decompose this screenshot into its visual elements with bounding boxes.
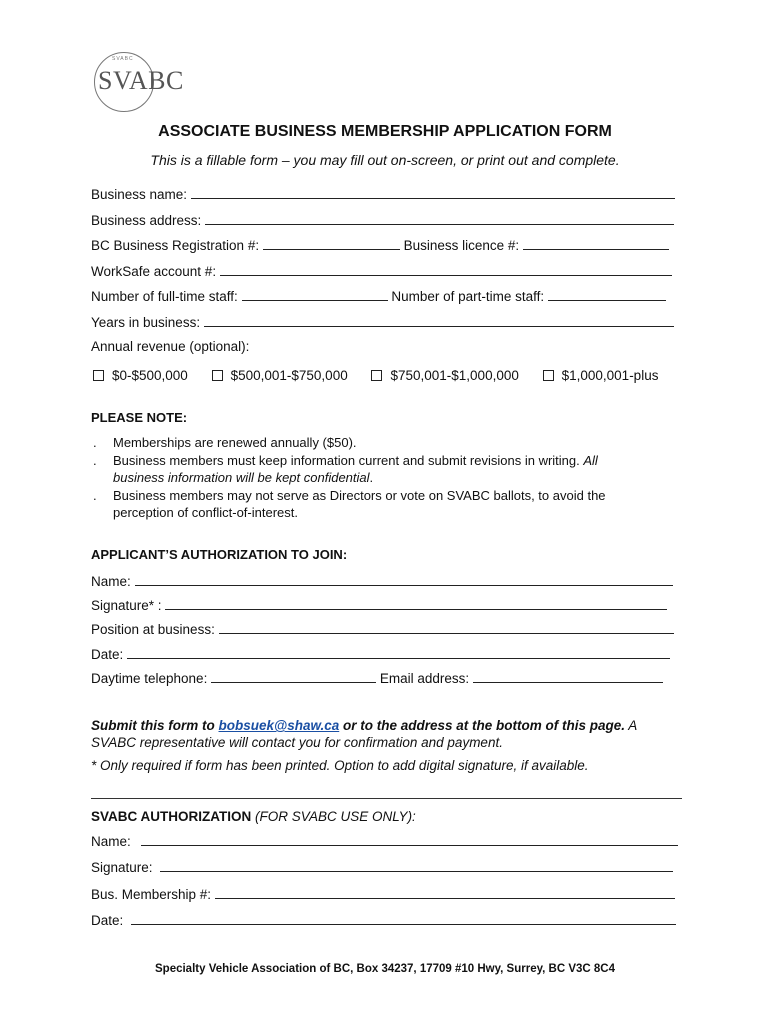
- revenue-option-label: $500,001-$750,000: [230, 368, 348, 383]
- submit-instructions: [91, 717, 671, 751]
- bullet: .: [93, 452, 97, 468]
- business-name-label: Business name:: [91, 187, 188, 202]
- revenue-option[interactable]: [541, 368, 659, 383]
- revenue-option[interactable]: [210, 368, 348, 383]
- worksafe-row: [91, 263, 672, 279]
- svabc-signature-row: [91, 859, 673, 875]
- annual-revenue-label: Annual revenue (optional):: [91, 339, 250, 354]
- daytime-phone-field[interactable]: [211, 670, 376, 683]
- divider: [91, 798, 682, 799]
- svabc-name-field[interactable]: [141, 833, 678, 846]
- submit-suffix: A SVABC representative will contact you for confirmation and payment.: [91, 718, 637, 750]
- years-in-business-label: Years in business:: [91, 315, 201, 330]
- form-subtitle: This is a fillable form – you may fill out on-screen, or print out and complete.: [150, 152, 620, 168]
- note-list: [91, 434, 651, 522]
- parttime-staff-field[interactable]: [548, 288, 666, 301]
- revenue-option-label: $0-$500,000: [112, 368, 188, 383]
- svabc-date-row: [91, 912, 676, 928]
- business-address-label: Business address:: [91, 213, 202, 228]
- revenue-options: [91, 368, 676, 384]
- business-name-field[interactable]: [191, 186, 675, 199]
- list-item: [91, 434, 651, 452]
- footer-address: Specialty Vehicle Association of BC, Box 34237, 17709 #10 Hwy, Surrey, BC V3C 8C4: [155, 963, 615, 975]
- svabc-membership-row: [91, 886, 675, 902]
- revenue-option-label: $1,000,001-plus: [561, 368, 659, 383]
- revenue-option-label: $750,001-$1,000,000: [390, 368, 519, 383]
- business-address-field[interactable]: [205, 212, 674, 225]
- applicant-authorization-heading: APPLICANT’S AUTHORIZATION TO JOIN:: [91, 547, 348, 562]
- checkbox[interactable]: [543, 370, 554, 381]
- note-text-end: .: [369, 470, 374, 485]
- fulltime-staff-field[interactable]: [242, 288, 388, 301]
- contact-row: [91, 670, 663, 686]
- svabc-authorization-heading: [91, 809, 416, 824]
- svabc-auth-note: (FOR SVABC USE ONLY):: [255, 809, 416, 824]
- submit-middle: or to the address at the bottom of this page.: [342, 718, 626, 733]
- applicant-name-label: Name:: [91, 574, 131, 589]
- fulltime-staff-label: Number of full-time staff:: [91, 289, 238, 304]
- list-item: [91, 452, 651, 487]
- applicant-date-label: Date:: [91, 647, 124, 662]
- years-in-business-field[interactable]: [204, 314, 674, 327]
- parttime-staff-label: Number of part-time staff:: [391, 289, 545, 304]
- svabc-signature-label: Signature:: [91, 860, 153, 875]
- position-field[interactable]: [219, 621, 674, 634]
- bc-registration-label: BC Business Registration #:: [91, 238, 260, 253]
- email-field[interactable]: [473, 670, 663, 683]
- revenue-option[interactable]: [91, 368, 188, 383]
- applicant-date-row: [91, 646, 670, 662]
- applicant-date-field[interactable]: [127, 646, 670, 659]
- checkbox[interactable]: [371, 370, 382, 381]
- worksafe-field[interactable]: [220, 263, 672, 276]
- applicant-signature-field[interactable]: [165, 597, 667, 610]
- svabc-name-label: Name:: [91, 834, 131, 849]
- years-row: [91, 314, 674, 330]
- membership-number-label: Bus. Membership #:: [91, 887, 212, 902]
- svabc-auth-title: SVABC AUTHORIZATION: [91, 809, 252, 824]
- applicant-signature-row: [91, 597, 667, 613]
- business-name-row: [91, 186, 675, 202]
- svabc-date-label: Date:: [91, 913, 124, 928]
- registration-row: [91, 237, 669, 253]
- business-address-row: [91, 212, 674, 228]
- note-text: Memberships are renewed annually ($50).: [113, 435, 357, 450]
- revenue-option[interactable]: [369, 368, 518, 383]
- form-title: ASSOCIATE BUSINESS MEMBERSHIP APPLICATION FORM: [158, 123, 612, 140]
- applicant-signature-label: Signature* :: [91, 598, 162, 613]
- business-licence-field[interactable]: [523, 237, 669, 250]
- svabc-signature-field[interactable]: [160, 859, 673, 872]
- applicant-name-field[interactable]: [135, 573, 673, 586]
- position-row: [91, 621, 674, 637]
- svabc-logo: [92, 50, 188, 114]
- position-label: Position at business:: [91, 622, 215, 637]
- daytime-phone-label: Daytime telephone:: [91, 671, 208, 686]
- note-text-italic: All business information will be kept confidential: [113, 452, 598, 485]
- bullet: .: [93, 435, 97, 450]
- logo-text: SVABC: [98, 66, 184, 95]
- bc-registration-field[interactable]: [263, 237, 400, 250]
- svabc-name-row: [91, 833, 678, 849]
- email-label: Email address:: [379, 671, 470, 686]
- checkbox[interactable]: [212, 370, 223, 381]
- business-licence-label: Business licence #:: [403, 238, 520, 253]
- worksafe-label: WorkSafe account #:: [91, 264, 217, 279]
- email-link[interactable]: bobsuek@shaw.ca: [218, 718, 340, 733]
- signature-footnote: * Only required if form has been printed. Option to add digital signature, if available.: [91, 758, 589, 773]
- note-text: Business members may not serve as Directors or vote on SVABC ballots, to avoid the perception of conflict-of-interest.: [113, 487, 606, 520]
- logo-tagline: SVABC: [112, 56, 134, 62]
- checkbox[interactable]: [93, 370, 104, 381]
- bullet: .: [93, 487, 97, 503]
- svabc-date-field[interactable]: [131, 912, 676, 925]
- list-item: [91, 487, 651, 522]
- submit-prefix: Submit this form to: [91, 718, 215, 733]
- applicant-name-row: [91, 573, 673, 589]
- staff-row: [91, 288, 666, 304]
- please-note-heading: PLEASE NOTE:: [91, 410, 188, 425]
- note-text: Business members must keep information current and submit revisions in writing.: [113, 452, 580, 468]
- membership-number-field[interactable]: [215, 886, 675, 899]
